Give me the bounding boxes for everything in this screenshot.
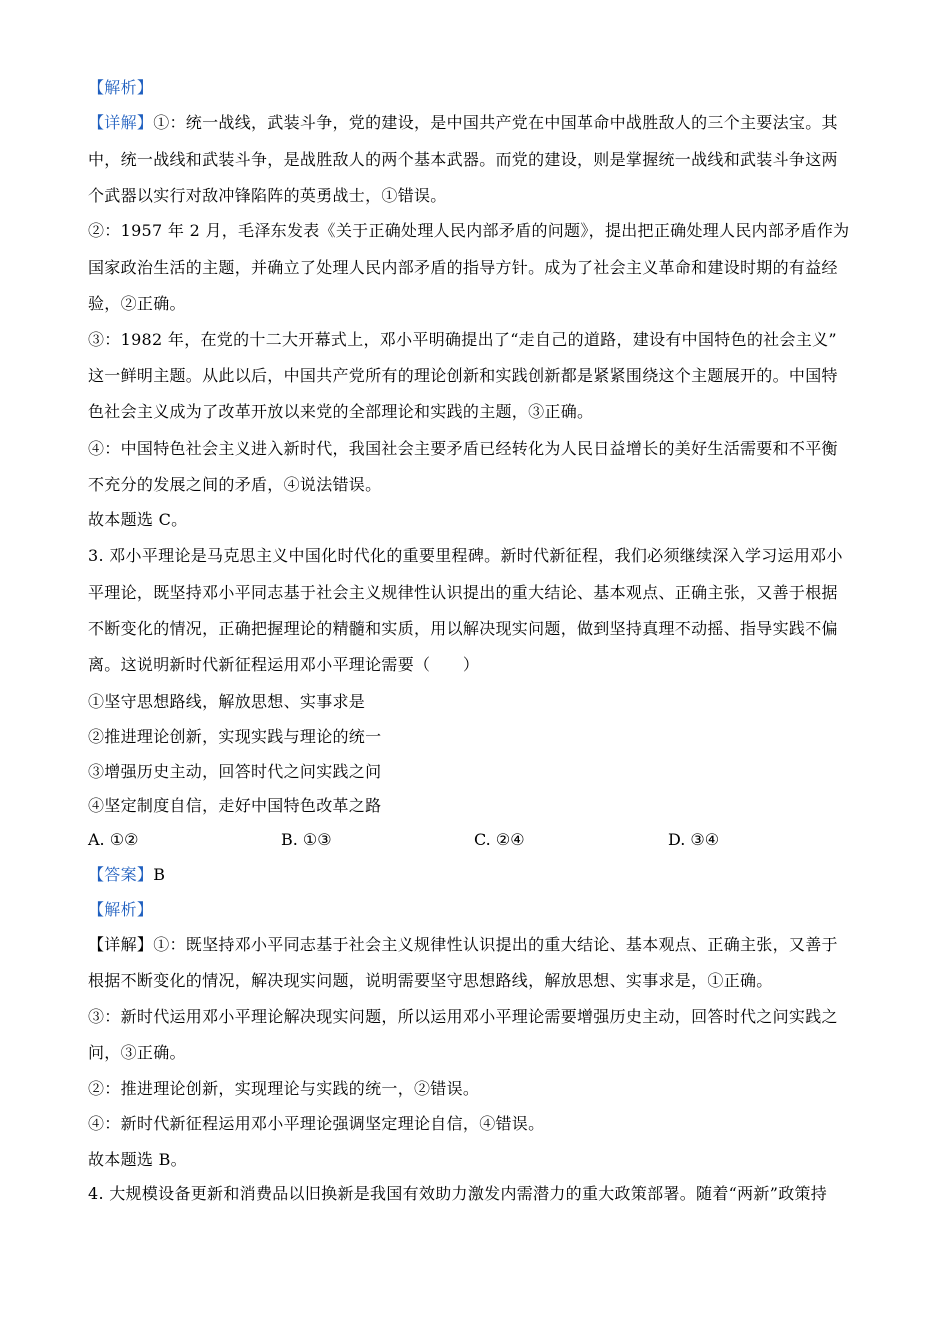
detail-line bbox=[88, 113, 838, 133]
detail-line: 验，②正确。 bbox=[88, 294, 186, 313]
question-stem-line: 不断变化的情况，正确把握理论的精髓和实质，用以解决现实问题，做到坚持真理不动摇、指导实践不偏 bbox=[88, 619, 838, 638]
analysis-tag: 【解析】 bbox=[88, 78, 154, 97]
option-b: B. ①③ bbox=[281, 830, 332, 849]
question-stem-line: 3. 邓小平理论是马克思主义中国化时代化的重要里程碑。新时代新征程，我们必须继续深入学习运用邓小 bbox=[88, 546, 843, 565]
option-a: A. ①② bbox=[88, 830, 139, 849]
question-stem-line: 平理论，既坚持邓小平同志基于社会主义规律性认识提出的重大结论、基本观点、正确主张，又善于根据 bbox=[88, 583, 838, 602]
analysis-tag: 【解析】 bbox=[88, 900, 154, 919]
detail-text: ①：统一战线，武装斗争，党的建设，是中国共产党在中国革命中战胜敌人的三个主要法宝。其 bbox=[153, 113, 838, 132]
detail-line: ②：1957 年 2 月，毛泽东发表《关于正确处理人民内部矛盾的问题》，提出把正确处理人民内部矛盾作为 bbox=[88, 221, 850, 240]
answer-value: B bbox=[153, 865, 166, 884]
detail-line: 国家政治生活的主题，并确立了处理人民内部矛盾的指导方针。成为了社会主义革命和建设时期的有益经 bbox=[88, 258, 838, 277]
detail-line: ③：1982 年，在党的十二大开幕式上，邓小平明确提出了“走自己的道路，建设有中国特色的社会主义” bbox=[88, 330, 837, 349]
answer-tag: 【答案】 bbox=[88, 865, 154, 884]
option-d: D. ③④ bbox=[668, 830, 720, 849]
detail-line: 这一鲜明主题。从此以后，中国共产党所有的理论创新和实践创新都是紧紧围绕这个主题展开的。中国特 bbox=[88, 366, 838, 385]
statement-item: ④坚定制度自信，走好中国特色改革之路 bbox=[88, 796, 382, 815]
conclusion-line: 故本题选 C。 bbox=[88, 510, 188, 529]
conclusion-line: 故本题选 B。 bbox=[88, 1150, 187, 1169]
detail-line: 中，统一战线和武装斗争，是战胜敌人的两个基本武器。而党的建设，则是掌握统一战线和武装斗争这两 bbox=[88, 150, 838, 169]
detail-tag: 【详解】 bbox=[88, 935, 154, 954]
answer-line bbox=[88, 865, 165, 885]
question-stem-line: 4. 大规模设备更新和消费品以旧换新是我国有效助力激发内需潜力的重大政策部署。随着“两新”政策持 bbox=[88, 1184, 828, 1203]
detail-line bbox=[88, 935, 838, 955]
detail-tag: 【详解】 bbox=[88, 113, 154, 132]
statement-item: ②推进理论创新，实现实践与理论的统一 bbox=[88, 727, 382, 746]
detail-line: 个武器以实行对敌冲锋陷阵的英勇战士，①错误。 bbox=[88, 186, 447, 205]
detail-line: ④：新时代新征程运用邓小平理论强调坚定理论自信，④错误。 bbox=[88, 1114, 545, 1133]
statement-item: ①坚守思想路线，解放思想、实事求是 bbox=[88, 692, 366, 711]
detail-line: 不充分的发展之间的矛盾，④说法错误。 bbox=[88, 475, 382, 494]
detail-line: 问，③正确。 bbox=[88, 1043, 186, 1062]
detail-line: ④：中国特色社会主义进入新时代，我国社会主要矛盾已经转化为人民日益增长的美好生活需要和不平衡 bbox=[88, 439, 838, 458]
question-stem-line: 离。这说明新时代新征程运用邓小平理论需要（ ） bbox=[88, 655, 480, 674]
detail-line: 根据不断变化的情况，解决现实问题，说明需要坚守思想路线，解放思想、实事求是，①正确。 bbox=[88, 971, 773, 990]
detail-text: ①：既坚持邓小平同志基于社会主义规律性认识提出的重大结论、基本观点、正确主张，又善于 bbox=[153, 935, 838, 954]
detail-line: ③：新时代运用邓小平理论解决现实问题，所以运用邓小平理论需要增强历史主动，回答时代之问实践之 bbox=[88, 1007, 838, 1026]
statement-item: ③增强历史主动，回答时代之问实践之问 bbox=[88, 762, 382, 781]
detail-line: ②：推进理论创新，实现理论与实践的统一，②错误。 bbox=[88, 1079, 480, 1098]
option-c: C. ②④ bbox=[474, 830, 525, 849]
detail-line: 色社会主义成为了改革开放以来党的全部理论和实践的主题，③正确。 bbox=[88, 402, 594, 421]
